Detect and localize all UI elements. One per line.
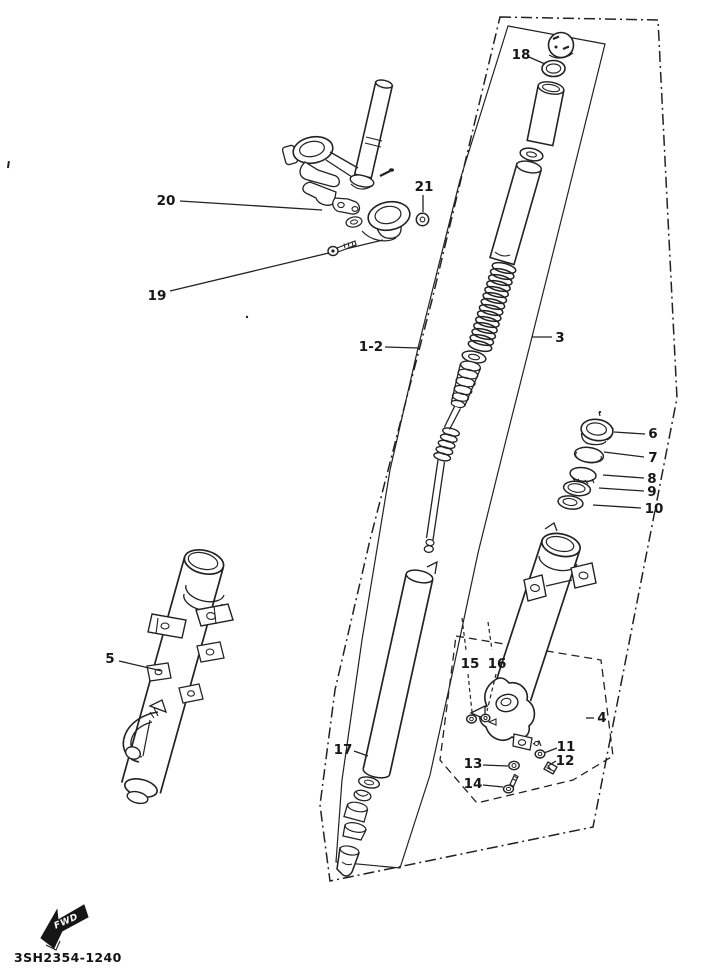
cap-o-ring — [542, 61, 565, 77]
callout-label-13: 13 — [463, 756, 483, 772]
under-bracket — [282, 134, 412, 241]
pinch-bolt — [328, 241, 356, 256]
fork-cap-bolt — [549, 33, 574, 59]
fwd-direction-marker — [41, 905, 88, 950]
dust-seal — [580, 412, 615, 445]
seal-spacer-ring — [574, 446, 605, 465]
rebound-spring — [433, 426, 460, 462]
inner-tube-upper — [490, 159, 542, 264]
oil-lock-parts — [337, 775, 380, 876]
callout-label-4: 4 — [597, 710, 607, 726]
callout-label-21: 21 — [414, 179, 434, 195]
callout-label-15: 15 — [460, 656, 480, 672]
damper-rod-lower — [424, 460, 444, 552]
right-outer-tube — [494, 523, 597, 701]
callout-label-3: 3 — [555, 330, 565, 346]
callout-label-20: 20 — [156, 193, 176, 209]
spring-seat-washer — [519, 146, 544, 163]
callout-label-10: 10 — [644, 501, 664, 517]
callout-label-11: 11 — [556, 739, 576, 755]
callout-label-7: 7 — [648, 450, 658, 466]
left-outer-tube — [122, 546, 233, 805]
damper-rod-assembly — [444, 349, 487, 429]
callout-label-12: 12 — [555, 753, 575, 769]
callout-label-6: 6 — [648, 426, 658, 442]
part-number-text: 3SH2354-1240 — [14, 950, 122, 965]
seal-washer — [557, 494, 584, 510]
callout-label-14: 14 — [463, 776, 483, 792]
callout-label-16: 16 — [487, 656, 507, 672]
stem-washer — [416, 213, 428, 225]
callout-label-18: 18 — [511, 47, 531, 63]
fwd-label: FWD — [52, 912, 81, 932]
callout-label-8: 8 — [647, 471, 657, 487]
fork-spring — [467, 261, 517, 354]
callout-label-5: 5 — [105, 651, 115, 667]
inner-tube-lower — [363, 562, 437, 778]
callout-label-19: 19 — [147, 288, 167, 304]
axle-bracket-right — [471, 678, 534, 750]
callout-leader-lines — [119, 57, 645, 787]
callout-label-9: 9 — [647, 484, 657, 500]
spring-spacer-tube — [527, 80, 565, 146]
callout-label-17: 17 — [333, 742, 353, 758]
callout-label-1-2: 1-2 — [358, 339, 384, 355]
